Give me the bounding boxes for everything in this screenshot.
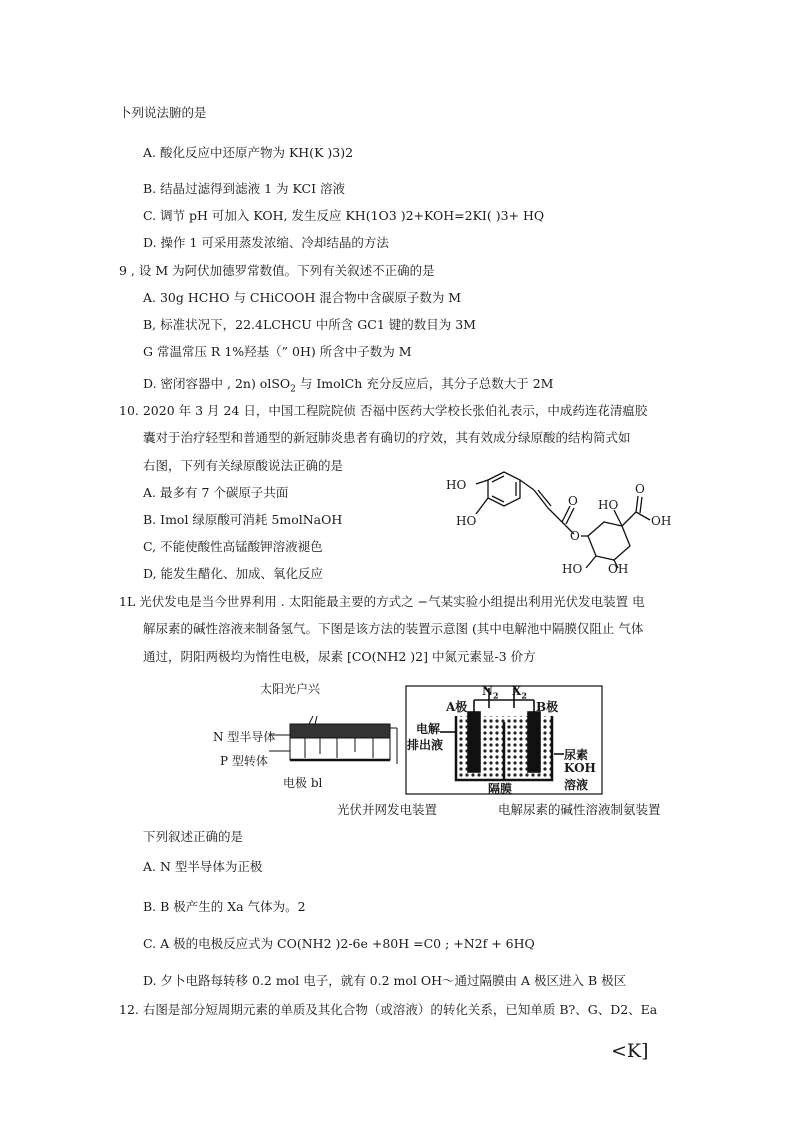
n-type-layer	[290, 724, 390, 738]
q9-option-b: B, 标准状况下，22.4LCHCU 中所含 GC1 键的数目为 3M	[143, 317, 476, 332]
drain-label-line-2: 排出液	[407, 738, 444, 752]
electrolysis-caption: 电解尿素的碱性溶液制氨装置	[498, 802, 661, 817]
feed-label-line-1: 尿素	[564, 748, 589, 762]
n2-subscript: 2	[492, 690, 499, 701]
q10-option-d: D, 能发生醋化、加成、氧化反应	[143, 566, 324, 581]
q9-option-d	[143, 376, 553, 398]
q8-option-c: C. 调节 pH 可加入 KOH, 发生反应 KH(1O3 )2+KOH=2KI( )3+ HQ	[143, 208, 545, 223]
oh-bottom-label: OH	[608, 562, 629, 576]
ho-ring-label: HO	[598, 498, 619, 512]
pv-caption: 光伏并网发电装置	[337, 802, 438, 817]
b-electrode	[528, 712, 540, 772]
q11-option-a: A. N 型半导体为正极	[143, 859, 263, 874]
q10-stem-line-2: 囊对于治疗轻型和普通型的新冠肺炎患者有确切的疗效，其有效成分绿原酸的结构简式如	[143, 430, 631, 445]
q8-stem: 卜列说法腑的是	[119, 105, 207, 120]
q8-option-d: D. 操作 1 可采用蒸发浓缩、冷却结晶的方法	[143, 235, 389, 250]
q11-option-d: D. 夕卜电路每转移 0.2 mol 电子，就有 0.2 mol OH～通过隔膜由 A 极区进入 B 极区	[143, 973, 627, 988]
ho-mid-label: HO	[456, 514, 477, 528]
a-pole-label: A极	[446, 700, 468, 714]
feed-label-line-3: 溶液	[564, 778, 589, 792]
ho-top-label: HO	[446, 478, 467, 492]
q12-stem: 12. 右图是部分短周期元素的单质及其化合物（或溶液）的转化关系，已知单质 B?、G、D2、Ea	[119, 1002, 658, 1017]
cyclohexane-ring	[588, 522, 630, 560]
a-electrode	[468, 712, 480, 772]
q9-option-d-subscript: 2	[290, 384, 296, 395]
q8-option-b: B. 结晶过滤得到滤液 1 为 KCI 溶液	[143, 181, 345, 196]
q10-stem-line-3: 右图，下列有关绿原酸说法正确的是	[143, 458, 344, 473]
q10-stem-line-1: 10. 2020 年 3 月 24 日，中国工程院院侦 否福中医药大学校长张伯礼表示，中成药连花清瘟胶	[119, 403, 648, 418]
q9-option-a: A. 30g HCHO 与 CHiCOOH 混合物中含碳原子数为 M	[143, 290, 462, 305]
q10-option-c: C, 不能使酸性高锰酸钾溶液褪色	[143, 539, 323, 554]
page-mark: <K]	[611, 1040, 649, 1062]
electrode-label: 电极 bl	[283, 776, 323, 790]
b-pole-label: B极	[536, 700, 559, 714]
x2-label	[512, 684, 527, 700]
n-type-label: N 型半导体	[213, 730, 276, 744]
benzene-ring	[488, 472, 520, 506]
p-type-label: P 型转体	[220, 754, 268, 768]
q11-stem-line-1: 1L 光伏发电是当今世界利用 . 太阳能最主要的方式之 −气某实验小组提出利用光伏发电装置 电	[119, 594, 645, 609]
ester-carbonyl-o-label: O	[568, 494, 578, 508]
acid-carbonyl-o-label: O	[635, 482, 645, 496]
q9-stem: 9 , 设 M 为阿伏加德罗常数值。下列有关叙述不正确的是	[119, 263, 435, 278]
drain-label-line-1: 电解	[416, 722, 441, 736]
q11-stem-line-2: 解尿素的碱性溶液来制备氢气。下图是该方法的装置示意图 (其中电解池中隔膜仅阻止 气体	[143, 621, 644, 636]
q11-option-c: C. A 极的电极反应式为 CO(NH2 )2-6e +80H =C0 ; +N2f + 6HQ	[143, 936, 535, 951]
feed-label-line-2: KOH	[564, 761, 596, 775]
ring-o-label: O	[570, 529, 580, 543]
q10-option-a: A. 最多有 7 个碳原子共面	[143, 485, 289, 500]
electrolysis-figure	[404, 682, 604, 797]
photovoltaic-figure	[205, 678, 405, 793]
q9-option-c: G 常温常压 R 1%羟基（” 0H) 所含中子数为 M	[143, 344, 412, 359]
sun-label: 太阳光户兴	[260, 682, 321, 696]
n2-label-text: N	[482, 684, 493, 698]
q9-option-d-text: D. 密闭容器中 , 2n) olSO	[143, 376, 291, 391]
ho-bottom-label: HO	[562, 562, 583, 576]
membrane-label: 隔膜	[488, 782, 513, 796]
q11-stem-line-3: 通过，阴阳两极均为惰性电极，尿素 [CO(NH2 )2] 中氮元素显-3 价方	[143, 649, 536, 664]
q10-option-b: B. Imol 绿原酸可消耗 5molNaOH	[143, 512, 343, 527]
q8-option-a: A. 酸化反应中还原产物为 KH(K )3)2	[143, 145, 354, 160]
q11-prompt: 下列叙述正确的是	[143, 829, 244, 844]
x2-label-text: X	[512, 684, 522, 698]
q11-option-b: B. B 极产生的 Xa 气体为。2	[143, 899, 306, 914]
n2-label	[482, 684, 499, 700]
q9-option-d-rest: 与 ImolCh 充分反应后，其分子总数大于 2M	[295, 376, 554, 391]
x2-subscript: 2	[521, 690, 527, 701]
chlorogenic-acid-structure	[438, 460, 698, 585]
oh-acid-label: OH	[651, 514, 672, 528]
